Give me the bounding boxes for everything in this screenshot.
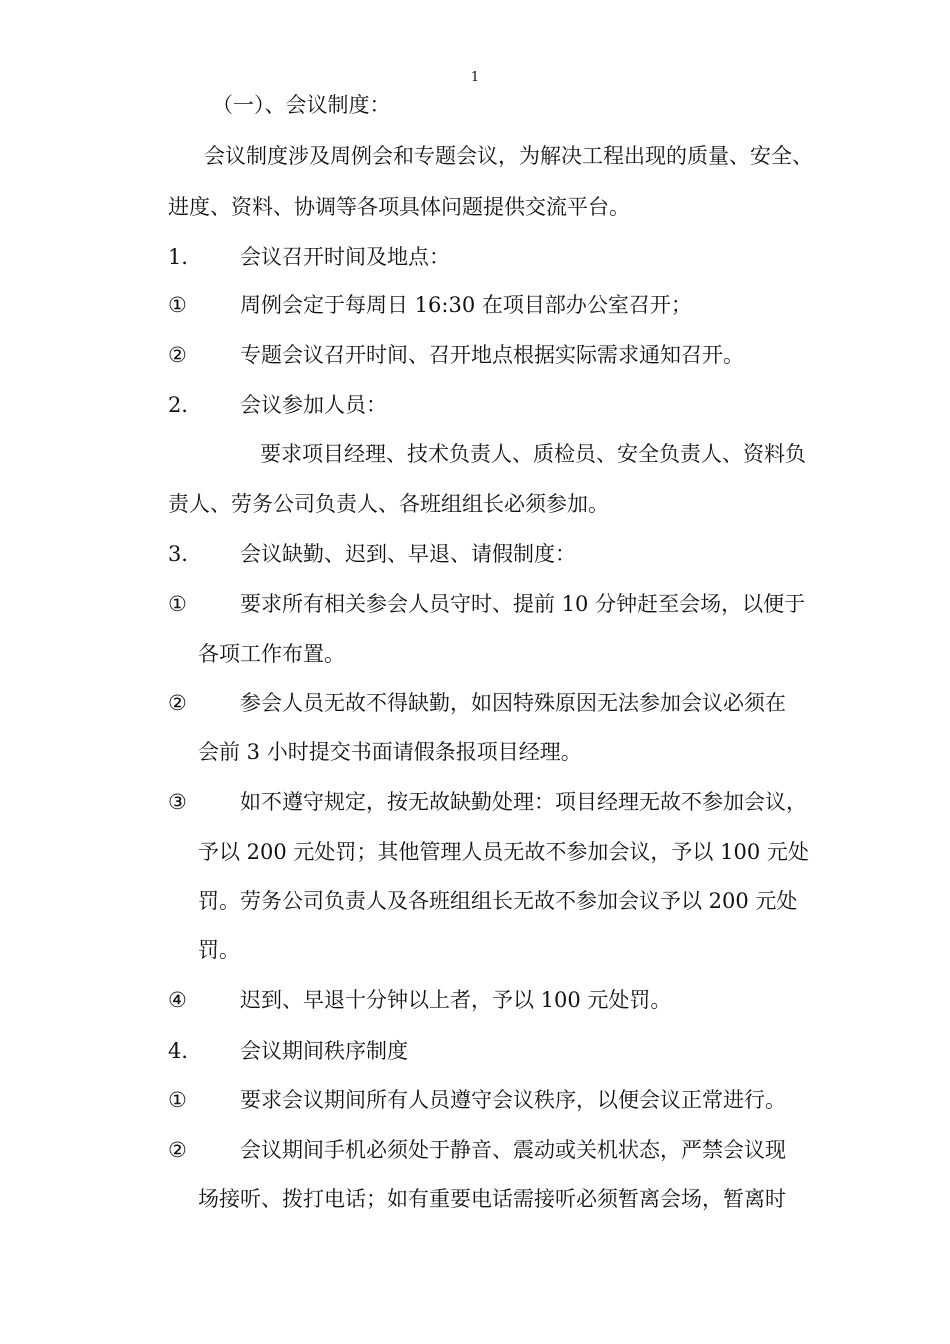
item-line: 场接听、拨打电话；如有重要电话需接听必须暂离会场，暂离时 (198, 1187, 786, 1211)
item-line: 要求所有相关参会人员守时、提前 10 分钟赶至会场，以便于 (240, 592, 806, 616)
item-line: 专题会议召开时间、召开地点根据实际需求通知召开。 (240, 343, 744, 367)
section-number: 4． (168, 1039, 203, 1063)
intro-line: 进度、资料、协调等各项具体问题提供交流平台。 (168, 195, 630, 219)
item-line: 各项工作布置。 (198, 642, 345, 666)
item-line: 会前 3 小时提交书面请假条报项目经理。 (198, 740, 582, 764)
intro-line: 会议制度涉及周例会和专题会议，为解决工程出现的质量、安全、 (204, 144, 813, 168)
section-number: 3． (168, 542, 203, 566)
item-marker: ① (168, 293, 187, 317)
item-line: 予以 200 元处罚；其他管理人员无故不参加会议，予以 100 元处 (198, 840, 809, 864)
item-marker: ② (168, 343, 187, 367)
item-line: 参会人员无故不得缺勤，如因特殊原因无法参加会议必须在 (240, 691, 786, 715)
section-heading: （一）、会议制度： (212, 93, 391, 117)
item-line: 要求会议期间所有人员遵守会议秩序，以便会议正常进行。 (240, 1088, 786, 1112)
section-number: 2． (168, 393, 203, 417)
section-number: 1． (168, 245, 203, 269)
item-line: 迟到、早退十分钟以上者，予以 100 元处罚。 (240, 988, 672, 1012)
section-title: 会议缺勤、迟到、早退、请假制度： (240, 542, 576, 566)
item-marker: ④ (168, 988, 187, 1012)
section-title: 会议召开时间及地点： (240, 245, 450, 269)
paragraph-line: 责人、劳务公司负责人、各班组组长必须参加。 (168, 492, 609, 516)
item-line: 罚。劳务公司负责人及各班组组长无故不参加会议予以 200 元处 (198, 889, 798, 913)
section-title: 会议期间秩序制度 (240, 1039, 408, 1063)
section-title: 会议参加人员： (240, 393, 387, 417)
paragraph-line: 要求项目经理、技术负责人、质检员、安全负责人、资料负 (260, 442, 806, 466)
item-marker: ① (168, 1088, 187, 1112)
item-line: 罚。 (198, 938, 240, 962)
item-marker: ② (168, 1138, 187, 1162)
item-line: 如不遵守规定，按无故缺勤处理：项目经理无故不参加会议， (240, 790, 807, 814)
item-marker: ③ (168, 790, 187, 814)
item-line: 周例会定于每周日 16:30 在项目部办公室召开； (240, 293, 692, 317)
item-marker: ② (168, 691, 187, 715)
item-line: 会议期间手机必须处于静音、震动或关机状态，严禁会议现 (240, 1138, 786, 1162)
item-marker: ① (168, 592, 187, 616)
page-number: 1 (470, 70, 480, 85)
